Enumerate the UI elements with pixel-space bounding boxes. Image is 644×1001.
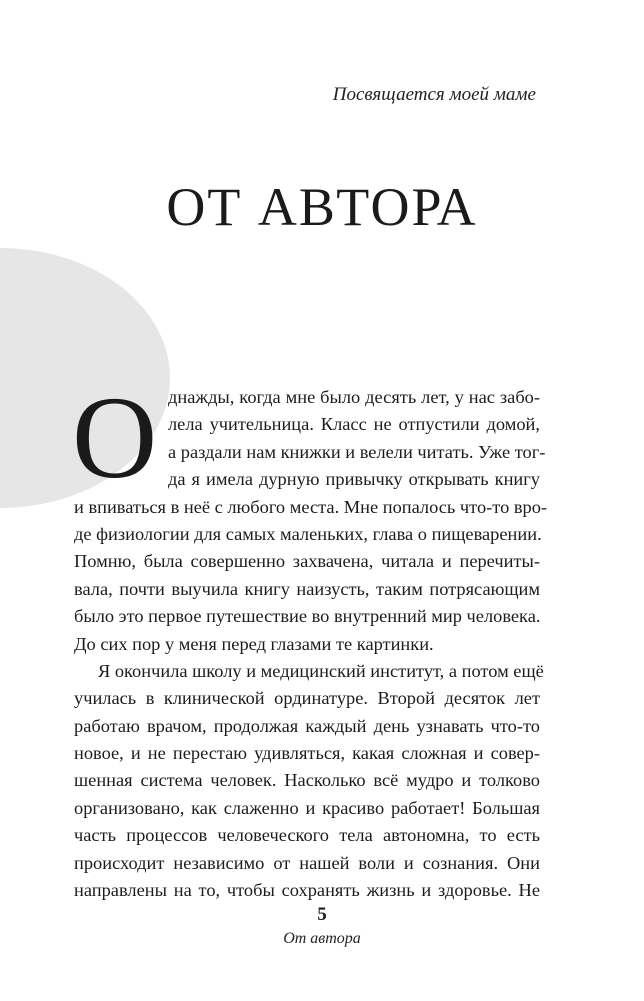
text-line: организовано, как слаженно и красиво работает! Большая	[74, 797, 540, 818]
text-line: а раздали нам книжки и велели читать. Уже тог-	[168, 441, 546, 462]
text-line: училась в клинической ординатуре. Второй десяток лет	[74, 688, 540, 709]
page-number: 5	[317, 904, 327, 925]
text-line: шенная система человек. Насколько всё мудро и толково	[74, 770, 540, 791]
text-line: часть процессов человеческого тела автономна, то есть	[74, 825, 540, 846]
dedication: Посвящается моей маме	[332, 84, 536, 105]
text-line: лела учительница. Класс не отпустили домой,	[168, 414, 540, 435]
paragraph-2	[74, 658, 544, 905]
chapter-title: ОТ АВТОРА	[166, 177, 478, 237]
text-line: До сих пор у меня перед глазами те картинки.	[74, 633, 434, 654]
text-line: и впиваться в неё с любого места. Мне попалось что-то вро-	[74, 496, 548, 517]
text-line: направлены на то, чтобы сохранять жизнь и здоровье. Не	[74, 880, 540, 901]
text-line: происходит независимо от нашей воли и сознания. Они	[74, 852, 540, 873]
text-line: да я имела дурную привычку открывать книгу	[168, 469, 540, 490]
drop-cap: О	[72, 372, 158, 503]
body-text	[72, 372, 548, 904]
text-line: де физиологии для самых маленьких, глава о пищеварении.	[74, 523, 542, 544]
running-footer: От автора	[283, 930, 361, 947]
text-line: вала, почти выучила книгу наизусть, таким потрясающим	[74, 578, 540, 599]
text-line: Я окончила школу и медицинский институт, а потом ещё	[98, 660, 544, 681]
text-line: днажды, когда мне было десять лет, у нас забо-	[168, 387, 540, 407]
text-line: было это первое путешествие во внутренний мир человека.	[74, 606, 541, 627]
text-line: работаю врачом, продолжая каждый день узнавать что-то	[74, 715, 540, 736]
text-line: Помню, была совершенно захвачена, читала и перечиты-	[74, 551, 540, 572]
text-line: новое, и не перестаю удивляться, какая сложная и совер-	[74, 743, 540, 764]
